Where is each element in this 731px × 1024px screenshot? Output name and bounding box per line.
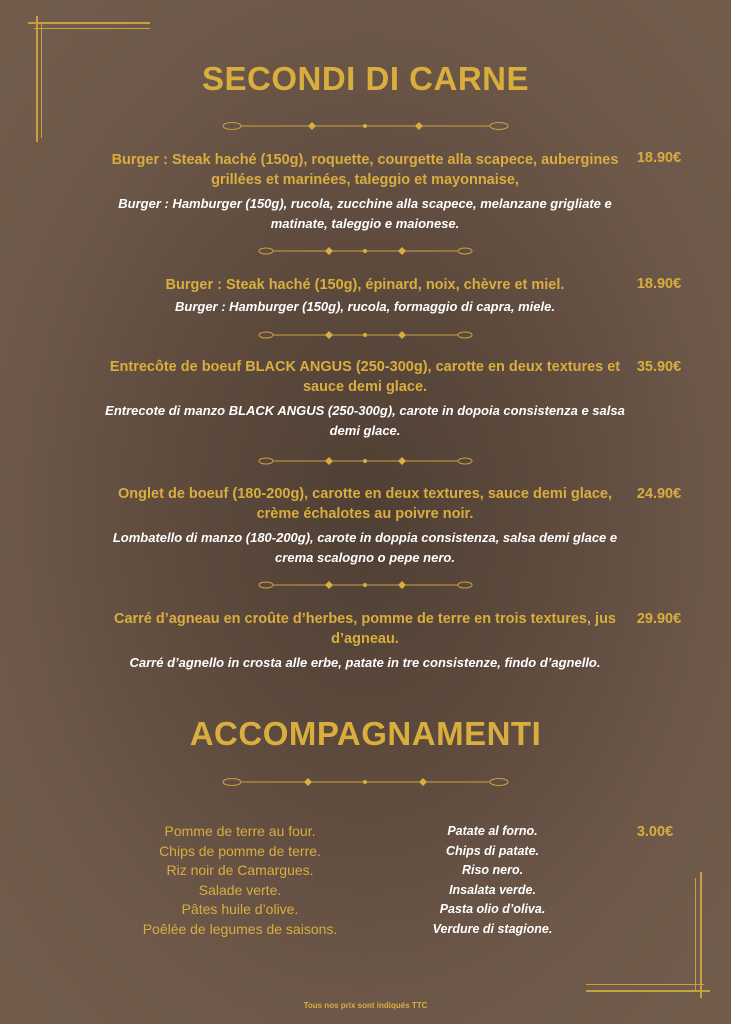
divider-ornament xyxy=(0,578,731,592)
item-price: 24.90€ xyxy=(636,486,682,502)
list-item: Pasta olio d’oliva. xyxy=(439,902,546,916)
item-price: 35.90€ xyxy=(636,359,682,375)
corner-ornament-bottom-right xyxy=(582,870,710,1000)
sides-list-fr xyxy=(100,822,380,939)
item-price: 29.90€ xyxy=(636,611,682,627)
list-item: Riso nero. xyxy=(461,863,524,877)
item-description-it: Entrecote di manzo BLACK ANGUS (250-300g), carote in dopoia consistenza e salsa demi glace. xyxy=(105,403,625,438)
section-title-mains: SECONDI DI CARNE xyxy=(201,60,530,97)
menu-item xyxy=(100,609,630,673)
list-item: Pomme de terre au four. xyxy=(164,823,316,839)
item-description-it: Burger : Hamburger (150g), rucola, zucchine alla scapece, melanzane grigliate e matinate, taleggio e maionese. xyxy=(118,196,612,231)
item-price: 18.90€ xyxy=(636,150,682,166)
divider-ornament xyxy=(0,119,731,133)
list-item: Pâtes huile d’olive. xyxy=(181,901,299,917)
menu-item xyxy=(100,275,630,317)
list-item: Poêlée de legumes de saisons. xyxy=(142,920,338,937)
divider-ornament xyxy=(0,244,731,258)
item-description-fr: Carré d’agneau en croûte d’herbes, pomme de terre en trois textures, jus d’agneau. xyxy=(113,611,616,647)
menu-item xyxy=(100,150,630,234)
sides-list-it xyxy=(400,822,585,939)
item-description-it: Burger : Hamburger (150g), rucola, formaggio di capra, miele. xyxy=(175,299,555,314)
sides-price: 3.00€ xyxy=(636,824,674,840)
item-price: 18.90€ xyxy=(636,276,682,292)
list-item: Patate al forno. xyxy=(447,824,538,838)
list-item: Verdure di stagione. xyxy=(432,921,553,936)
item-description-fr: Onglet de boeuf (180-200g), carotte en deux textures, sauce demi glace, crème échalotes au poivre noir. xyxy=(118,486,612,522)
section-title-sides: ACCOMPAGNAMENTI xyxy=(189,715,542,752)
item-description-it: Lombatello di manzo (180-200g), carote in doppia consistenza, salsa demi glace e crema scalogno o pepe nero. xyxy=(112,530,618,565)
item-description-fr: Burger : Steak haché (150g), épinard, noix, chèvre et miel. xyxy=(165,277,565,293)
menu-item xyxy=(100,484,630,568)
list-item: Chips de pomme de terre. xyxy=(159,842,321,859)
divider-ornament xyxy=(0,454,731,468)
divider-ornament xyxy=(0,775,731,789)
list-item: Insalata verde. xyxy=(449,882,536,897)
list-item: Riz noir de Camargues. xyxy=(166,862,314,878)
item-description-fr: Burger : Steak haché (150g), roquette, courgette alla scapece, aubergines grillées et marinées, taleggio et mayonnaise, xyxy=(111,152,619,188)
menu-item xyxy=(100,357,630,441)
item-description-fr: Entrecôte de boeuf BLACK ANGUS (250-300g), carotte en deux textures et sauce demi glace. xyxy=(109,359,621,395)
item-description-it: Carré d’agnello in crosta alle erbe, patate in tre consistenze, findo d’agnello. xyxy=(129,655,601,670)
footer-note: Tous nos prix sont indiqués TTC xyxy=(303,1001,428,1010)
list-item: Salade verte. xyxy=(198,881,282,898)
list-item: Chips di patate. xyxy=(445,843,540,858)
divider-ornament xyxy=(0,328,731,342)
